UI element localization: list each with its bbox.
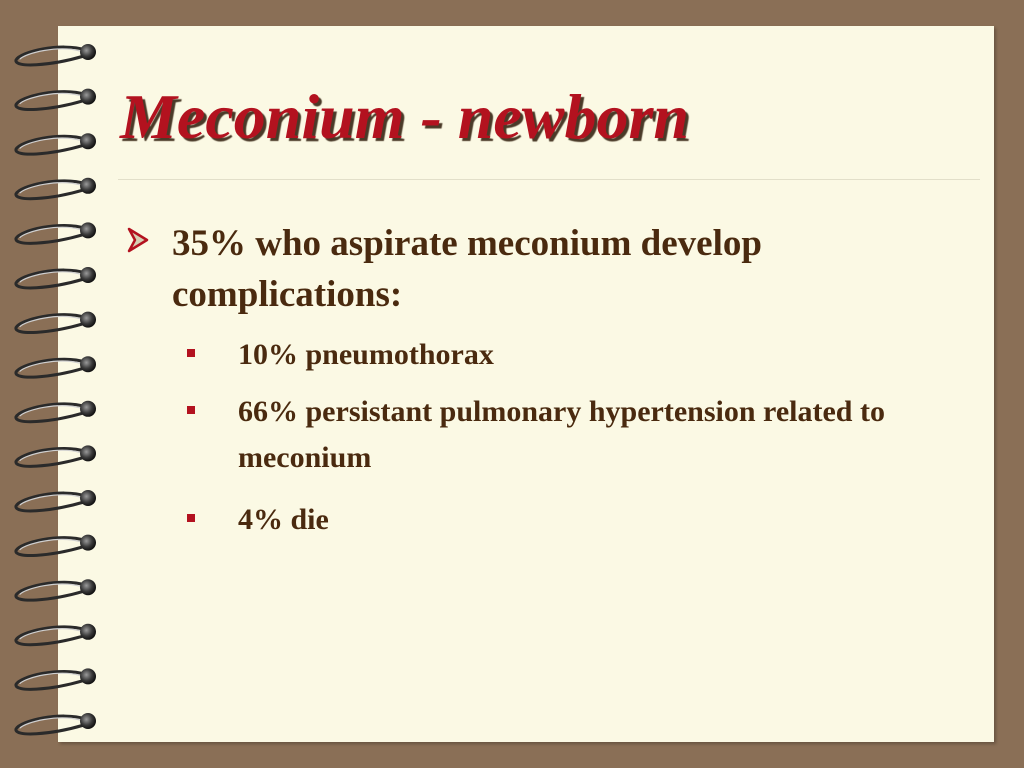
bullet-complications: 35% who aspirate meconium develop complications: xyxy=(172,223,762,315)
sub-bullet-hypertension: 66% persistant pulmonary hypertension related to meconium xyxy=(238,395,885,474)
square-bullet-icon xyxy=(187,406,195,414)
square-bullet-icon xyxy=(187,514,195,522)
arrow-bullet-icon xyxy=(126,226,150,254)
square-bullet-icon xyxy=(187,349,195,357)
sub-bullet-die: 4% die xyxy=(238,503,329,536)
title-divider xyxy=(118,179,980,180)
sub-bullet-pneumothorax: 10% pneumothorax xyxy=(238,338,494,371)
slide-title: Meconium - newborn xyxy=(120,81,689,152)
